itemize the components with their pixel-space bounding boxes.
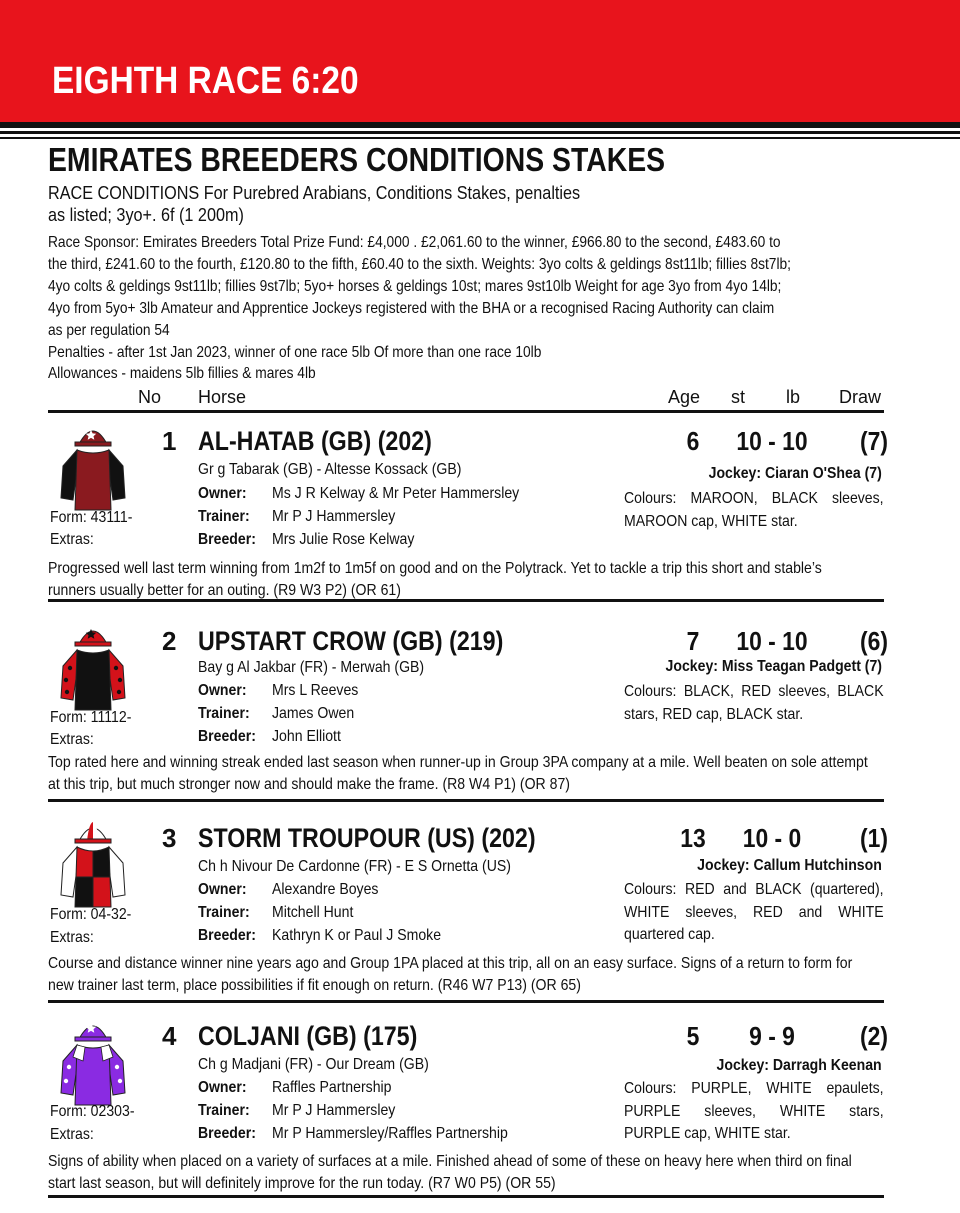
extras-label: Extras:	[50, 531, 94, 548]
owner-value: Mrs L Reeves	[272, 682, 359, 699]
owner-value: Alexandre Boyes	[272, 881, 379, 898]
banner-rule-thin	[0, 131, 960, 134]
horse-draw: (7)	[860, 426, 888, 456]
entry-divider	[48, 1195, 884, 1198]
racing-colours: Colours: MAROON, BLACK sleeves, MAROON cap, WHITE star.	[624, 490, 884, 530]
race-conditions-line: RACE CONDITIONS For Purebred Arabians, Conditions Stakes, penalties	[48, 183, 581, 203]
horse-draw: (1)	[860, 823, 888, 853]
breeder-value: Mrs Julie Rose Kelway	[272, 531, 415, 548]
entry-divider	[48, 1000, 884, 1003]
extras-label: Extras:	[50, 731, 94, 748]
column-header-no: No	[138, 387, 162, 407]
form-figures: Form: 43111-	[50, 509, 133, 526]
racing-colours: Colours: PURPLE, WHITE epaulets, PURPLE sleeves, WHITE stars, PURPLE cap, WHITE star.	[624, 1080, 884, 1142]
trainer-label: Trainer:	[198, 705, 250, 722]
race-allowances: Allowances - maidens 5lb fillies & mares 4lb	[48, 365, 316, 382]
trainer-label: Trainer:	[198, 1102, 250, 1119]
owner-label: Owner:	[198, 881, 247, 898]
banner-rule	[0, 122, 960, 128]
runner-comment: Progressed well last term winning from 1m2f to 1m5f on good and on the Polytrack. Yet to tackle a trip this short and stable’s runners usually better for an outing. (R9 W3 P2) (OR 61)	[48, 560, 822, 599]
breeder-label: Breeder:	[198, 531, 256, 548]
form-figures: Form: 04-32-	[50, 906, 132, 923]
race-penalties: Penalties - after 1st Jan 2023, winner of one race 5lb Of more than one race 10lb	[48, 344, 542, 361]
horse-weight: 10 - 10	[736, 626, 808, 656]
jockey-name: Jockey: Ciaran O'Shea (7)	[708, 465, 882, 482]
runner-entry	[0, 1013, 960, 1213]
form-figures: Form: 02303-	[50, 1103, 135, 1120]
race-name: EMIRATES BREEDERS CONDITIONS STAKES	[48, 141, 666, 178]
breeder-label: Breeder:	[198, 927, 256, 944]
breeder-value: Mr P Hammersley/Raffles Partnership	[272, 1125, 508, 1142]
racing-colours: Colours: RED and BLACK (quartered), WHITE sleeves, RED and WHITE quartered cap.	[624, 881, 884, 943]
trainer-label: Trainer:	[198, 904, 250, 921]
column-header-horse: Horse	[198, 387, 247, 407]
horse-name: COLJANI (GB) (175)	[198, 1021, 418, 1051]
runner-comment: Top rated here and winning streak ended last season when runner-up in Group 3PA company at a mile. Well beaten on sole attempt at this trip, but much stronger now and should make the frame. (R8 W4 P1) (OR 87)	[48, 754, 868, 793]
runner-entry	[0, 418, 960, 618]
trainer-value: James Owen	[272, 705, 355, 722]
horse-weight: 10 - 0	[742, 823, 802, 853]
horse-breeding: Gr g Tabarak (GB) - Altesse Kossack (GB)	[198, 461, 462, 478]
breeder-label: Breeder:	[198, 728, 256, 745]
jockey-name: Jockey: Callum Hutchinson	[697, 857, 882, 874]
column-header-draw: Draw	[839, 387, 882, 407]
owner-label: Owner:	[198, 1079, 247, 1096]
column-header-st: st	[731, 387, 746, 407]
race-detail-line: as per regulation 54	[48, 322, 170, 339]
horse-age: 7	[686, 626, 700, 656]
runner-number: 4	[162, 1021, 177, 1051]
owner-value: Raffles Partnership	[272, 1079, 392, 1096]
racing-colours: Colours: BLACK, RED sleeves, BLACK stars, RED cap, BLACK star.	[624, 683, 884, 723]
owner-label: Owner:	[198, 485, 247, 502]
runner-comment: Signs of ability when placed on a variety of surfaces at a mile. Finished ahead of some of these on heavy here when third on final start last season, but will definitely improve for the run today. (R7 W0 P5) (OR 55)	[48, 1153, 852, 1192]
race-conditions	[48, 182, 580, 226]
horse-breeding: Ch h Nivour De Cardonne (FR) - E S Ornetta (US)	[198, 858, 511, 875]
horse-name: STORM TROUPOUR (US) (202)	[198, 823, 536, 853]
race-banner	[0, 0, 960, 122]
breeder-value: John Elliott	[272, 728, 341, 745]
runner-entry	[0, 618, 960, 818]
race-detail-line: Race Sponsor: Emirates Breeders Total Prize Fund: £4,000 . £2,061.60 to the winner, £966.80 to the second, £483.60 to	[48, 234, 781, 251]
owner-value: Ms J R Kelway & Mr Peter Hammersley	[272, 485, 520, 502]
breeder-label: Breeder:	[198, 1125, 256, 1142]
trainer-label: Trainer:	[198, 508, 250, 525]
extras-label: Extras:	[50, 929, 94, 946]
race-detail-line: 4yo from 5yo+ 3lb Amateur and Apprentice Jockeys registered with the BHA or a recognised Racing Authority can claim	[48, 300, 775, 317]
horse-breeding: Ch g Madjani (FR) - Our Dream (GB)	[198, 1056, 429, 1073]
runner-number: 3	[162, 823, 177, 853]
trainer-value: Mitchell Hunt	[272, 904, 354, 921]
extras-label: Extras:	[50, 1126, 94, 1143]
runner-number: 2	[162, 626, 177, 656]
column-header-age: Age	[668, 387, 701, 407]
runner-comment: Course and distance winner nine years ago and Group 1PA placed at this trip, all on an easy surface. Signs of a return to form for new trainer last term, place possibilities if fit enough on return. (R46 W7 P13) (OR 65)	[48, 955, 853, 994]
header-divider	[48, 410, 884, 413]
race-detail-line: the third, £241.60 to the fourth, £120.80 to the fifth, £60.40 to the sixth. Weights: 3yo colts & geldings 8st11lb; fillies 8st7lb;	[48, 256, 791, 273]
horse-name: AL-HATAB (GB) (202)	[198, 426, 432, 456]
entry-divider	[48, 599, 884, 602]
banner-rule-thinner	[0, 137, 960, 139]
runner-number: 1	[162, 426, 177, 456]
silks-icon	[55, 817, 131, 909]
horse-age: 13	[680, 823, 706, 853]
horse-name: UPSTART CROW (GB) (219)	[198, 626, 504, 656]
horse-age: 5	[686, 1021, 700, 1051]
race-conditions-line: as listed; 3yo+. 6f (1 200m)	[48, 205, 244, 225]
entry-divider	[48, 799, 884, 802]
silks-icon	[55, 420, 131, 512]
jockey-name: Jockey: Miss Teagan Padgett (7)	[665, 658, 882, 675]
breeder-value: Kathryn K or Paul J Smoke	[272, 927, 442, 944]
column-header-lb: lb	[786, 387, 801, 407]
jockey-name: Jockey: Darragh Keenan	[716, 1057, 882, 1074]
runner-entry	[0, 815, 960, 1015]
horse-draw: (2)	[860, 1021, 888, 1051]
horse-draw: (6)	[860, 626, 888, 656]
trainer-value: Mr P J Hammersley	[272, 508, 396, 525]
owner-label: Owner:	[198, 682, 247, 699]
race-number-title: EIGHTH RACE 6:20	[52, 60, 359, 102]
horse-breeding: Bay g Al Jakbar (FR) - Merwah (GB)	[198, 659, 425, 676]
silks-icon	[55, 620, 131, 712]
silks-icon	[55, 1015, 131, 1107]
horse-age: 6	[686, 426, 700, 456]
race-detail-line: 4yo colts & geldings 9st11lb; fillies 9st7lb; 5yo+ horses & geldings 10st; mares 9st10lb Weight for age 3yo from 4yo 14lb;	[48, 278, 782, 295]
trainer-value: Mr P J Hammersley	[272, 1102, 396, 1119]
form-figures: Form: 11112-	[50, 709, 132, 726]
horse-weight: 9 - 9	[749, 1021, 795, 1051]
horse-weight: 10 - 10	[736, 426, 808, 456]
